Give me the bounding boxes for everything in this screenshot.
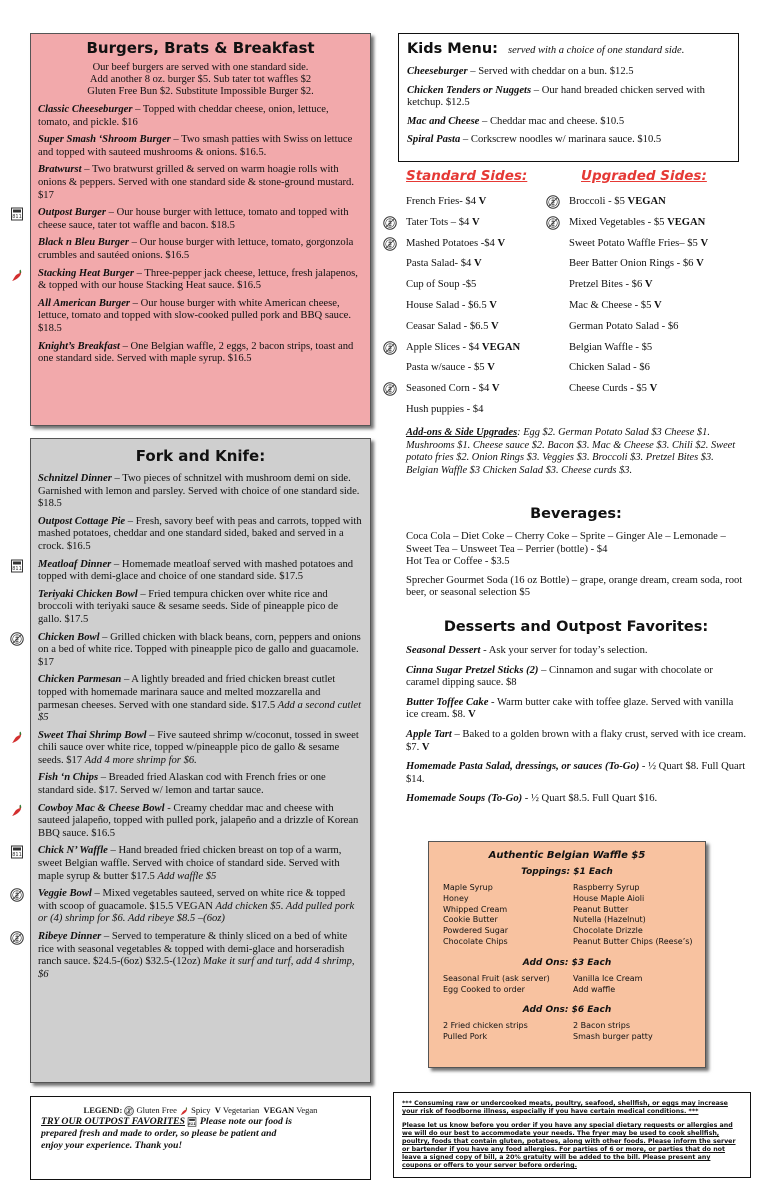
- standard-side-text: Apple Slices - $4: [406, 341, 482, 353]
- upgraded-side: [569, 321, 678, 333]
- standard-side-text: Tater Tots – $4: [406, 216, 472, 228]
- standard-side-text: Pasta w/sauce - $5: [406, 362, 488, 374]
- addons-side-upgrades: [406, 427, 744, 477]
- burger-item-name: Outpost Burger: [38, 207, 106, 219]
- burger-item-desc: – Two smash patties with Swiss on lettuce and topped with sauteed mushrooms & onions. $16.5.: [38, 134, 353, 158]
- kids-item-desc: – Served with cheddar on a bun. $12.5: [467, 66, 634, 77]
- standard-side: [406, 321, 499, 333]
- beverage-sprecher: Sprecher Gourmet Soda (16 oz Bottle) – grape, orange dream, cream soda, root beer, or seasonal selection $5: [406, 574, 743, 599]
- upgraded-side: [569, 383, 657, 395]
- standard-side-tag: V: [491, 383, 500, 395]
- waffle-topping: House Maple Aioli: [573, 893, 645, 903]
- beverage-hot: Hot Tea or Coffee - $3.5: [406, 556, 510, 568]
- fork-item: [38, 589, 363, 627]
- kids-item: [407, 66, 730, 79]
- fork-item-note: Make it surf and turf, add 4 shrimp, $6: [38, 956, 355, 980]
- fork-item-name: Cowboy Mac & Cheese Bowl: [38, 802, 165, 814]
- kids-title: Kids Menu:: [407, 41, 498, 57]
- fork-item-name: Ribeye Dinner: [38, 931, 102, 942]
- fork-item-note: Add a second cutlet $5: [38, 699, 362, 724]
- legend-box: [30, 1096, 371, 1180]
- upgraded-side: [569, 258, 704, 270]
- upgraded-sides-title: Upgraded Sides:: [581, 168, 707, 184]
- kids-item-name: Chicken Tenders or Nuggets: [407, 84, 532, 96]
- fork-item-name: Chicken Parmesan: [38, 674, 122, 686]
- upgraded-side-tag: V: [644, 279, 653, 291]
- standard-side-tag: V: [491, 320, 499, 332]
- fork-item: [38, 931, 363, 981]
- waffle-toppings-title: Toppings: $1 Each: [521, 867, 613, 877]
- waffle-topping: Maple Syrup: [443, 883, 493, 892]
- disclaimer-warning: *** Consuming raw or undercooked meats, poultry, seafood, shellfish, or eggs may increase your risk of foodborne illness, especially if you have certain medical conditions. ***: [402, 1100, 728, 1115]
- dessert-name: Homemade Pasta Salad, dressings, or sauces (To-Go): [406, 761, 640, 773]
- standard-side-text: Cup of Soup -$5: [406, 279, 477, 291]
- gluten-free-icon: [383, 237, 397, 251]
- burger-item-name: Black n Bleu Burger: [38, 237, 129, 249]
- burger-item-name: Classic Cheeseburger: [38, 104, 133, 115]
- dessert-item: [406, 645, 746, 658]
- beverages-list: [406, 531, 746, 600]
- addons-text: : Egg $2. German Potato Salad $3 Cheese $1. Mushrooms $1. Cheese sauce $2. Bacon $3. Mac & Cheese $3. Chili $2. Sweet potato fries $2. Onion Rings $3. Veggies $3. Broccoli $3. Pretzel Bites $3. Belgian Waffle $3 Chicken Salad $3. Cheese curds $3.: [406, 427, 736, 476]
- burgers-intro-line: Gluten Free Bun $2. Substitute Impossible Burger $2.: [87, 86, 314, 97]
- dessert-name: Apple Tart: [406, 728, 452, 740]
- fork-item-desc: – A lightly breaded and fried chicken breast cutlet topped with homemade marinara sauce and melted mozzarella and parmesan cheeses. Served with one standard side. $17.5: [38, 674, 336, 711]
- standard-side-tag: VEGAN: [481, 341, 521, 353]
- fork-item-name: Chick N’ Waffle: [38, 845, 108, 857]
- burgers-intro-line: Our beef burgers are served with one standard side.: [92, 62, 309, 73]
- waffle-addon: 2 Bacon strips: [573, 1021, 630, 1031]
- chili-pepper-icon: [10, 730, 24, 744]
- burger-item-name: Super Smash ‘Shroom Burger: [38, 134, 171, 146]
- legend-spicy-text: Spicy: [191, 1105, 211, 1115]
- dessert-tag: V: [421, 741, 430, 753]
- fork-item: [38, 473, 363, 511]
- gluten-free-icon: [10, 888, 24, 902]
- legend-gf-text: Gluten Free: [136, 1105, 177, 1115]
- dessert-name: Homemade Soups (To-Go): [406, 793, 523, 805]
- fork-item: [38, 516, 363, 554]
- disclaimer-policy: Please let us know before you order if you have any special dietary requests or allergies and we will do our best to accommodate your needs. The fryer may be used to cook shellfish, poultry, foods that contain gluten, potatoes, along with other foods. Please inform the server or bartender if you have any food allergies. For parties of 6 or more, or parties that do not leave a signed copy of bill, a 20% gratuity will be added to the bill. Please present any coupons or offers to your server before ordering.: [402, 1122, 736, 1169]
- dessert-name: Butter Toffee Cake: [406, 696, 489, 708]
- kids-item-desc: – Cheddar mac and cheese. $10.5: [479, 115, 625, 127]
- standard-side-text: Mashed Potatoes -$4: [406, 237, 498, 249]
- fork-item-name: Chicken Bowl: [38, 631, 100, 643]
- dessert-desc: - ½ Quart $8. Full Quart $14.: [406, 761, 746, 785]
- kids-item: [407, 134, 730, 147]
- chili-pepper-icon: [10, 268, 24, 282]
- burger-item-name: Bratwurst: [38, 164, 82, 176]
- gluten-free-icon: [383, 382, 397, 396]
- dessert-item: [406, 665, 746, 690]
- kids-item-desc: – Our hand breaded chicken served with ketchup. $12.5: [407, 84, 705, 109]
- legend-note: [41, 1116, 360, 1128]
- dessert-tag: V: [468, 709, 476, 721]
- dessert-desc: - ½ Quart $8.5. Full Quart $16.: [522, 793, 658, 805]
- standard-side-tag: V: [487, 362, 495, 374]
- fork-item-desc: – Fresh, savory beef with peas and carrots, topped with mashed potatoes, cheddar and one standard sided, baked and served in a crock. $16.5: [38, 515, 362, 552]
- burger-item: [38, 341, 363, 366]
- standard-side: [406, 217, 480, 229]
- gluten-free-icon: [124, 1106, 134, 1116]
- upgraded-side-text: Cheese Curds - $5: [569, 383, 650, 395]
- standard-side: [406, 300, 497, 312]
- legend-line: [41, 1105, 360, 1116]
- fork-item-desc: – Homemade meatloaf served with mashed potatoes and topped with demi-glace and choice of one standard side. $17.5: [38, 558, 354, 583]
- fork-item-name: Veggie Bowl: [38, 888, 92, 900]
- waffle-topping: Peanut Butter: [573, 904, 629, 914]
- upgraded-side: [569, 196, 666, 208]
- upgraded-side-text: German Potato Salad - $6: [569, 320, 679, 332]
- addons-label: Add-ons & Side Upgrades: [406, 427, 518, 438]
- outpost-favorite-icon: [10, 845, 24, 859]
- beverage-sodas: Coca Cola – Diet Coke – Cherry Coke – Sprite – Ginger Ale – Lemonade – Sweet Tea – Unsweet Tea – Perrier (bottle) - $4: [406, 531, 726, 555]
- burger-item: [38, 298, 363, 336]
- burger-item-desc: – Topped with cheddar cheese, onion, lettuce, tomato, and pickle. $16: [38, 104, 329, 128]
- fork-item: [38, 888, 363, 926]
- dessert-desc: - Ask your server for today’s selection.: [480, 645, 648, 656]
- gluten-free-icon: [546, 195, 560, 209]
- burger-item: [38, 268, 363, 293]
- dessert-name: Cinna Sugar Pretzel Sticks (2): [406, 664, 539, 676]
- upgraded-side-text: Belgian Waffle - $5: [569, 341, 653, 353]
- legend-note-line2: prepared fresh and made to order, so please be patient and: [41, 1128, 277, 1140]
- burger-item-desc: – Two bratwurst grilled & served on warm hoagie rolls with onions & peppers. Served with one standard side & stone-ground mustard. $17: [38, 164, 354, 201]
- waffle-addon: Smash burger patty: [573, 1032, 653, 1042]
- upgraded-side-text: Broccoli - $5: [569, 196, 628, 207]
- standard-side-text: Hush puppies - $4: [406, 404, 484, 415]
- fork-item: [38, 632, 363, 670]
- beverages-title: Beverages:: [530, 506, 622, 522]
- waffle-addon: Vanilla Ice Cream: [573, 973, 643, 983]
- legend-vegan: VEGAN: [263, 1105, 295, 1115]
- standard-side-text: House Salad - $6.5: [406, 300, 490, 311]
- fork-item-desc: – Served to temperature & thinly sliced on a bed of white rice with seasonal vegetables & topped with demi-glace and horseradish ranch sauce. $24.5-(6oz) $32.5-(12oz): [38, 931, 348, 968]
- waffle-addons3-title: Add Ons: $3 Each: [522, 957, 612, 968]
- fork-item-name: Meatloaf Dinner: [38, 558, 112, 570]
- waffle-addons6-title: Add Ons: $6 Each: [522, 1005, 612, 1016]
- standard-sides-title: Standard Sides:: [406, 168, 528, 184]
- legend-v: V: [214, 1105, 221, 1115]
- desserts-list: [406, 645, 746, 813]
- upgraded-side: [569, 279, 653, 291]
- waffle-title: Authentic Belgian Waffle $5: [488, 850, 646, 861]
- upgraded-side: [569, 362, 650, 374]
- fork-item-desc: – Five sauteed shrimp w/coconut, tossed in sweet chili sauce over white rice, topped w/pineapple pico de gallo & sesame seeds. $17: [38, 729, 359, 766]
- gluten-free-icon: [383, 341, 397, 355]
- burger-item-desc: – Our house burger with lettuce, tomato, gorgonzola crumbles and sautéed onions. $16.5: [38, 237, 354, 261]
- fork-item-name: Sweet Thai Shrimp Bowl: [38, 729, 147, 741]
- waffle-topping: Peanut Butter Chips (Reese’s): [573, 936, 693, 946]
- fork-item-desc: – Fried tempura chicken over white rice and broccoli with teriyaki sauce & sesame seeds. Side of pineapple pico de gallo. $17.5: [38, 588, 339, 625]
- waffle-topping: Chocolate Drizzle: [573, 926, 643, 936]
- upgraded-side-text: Sweet Potato Waffle Fries– $5: [569, 237, 701, 249]
- kids-subtitle: served with a choice of one standard side.: [507, 45, 685, 56]
- fork-item-desc: – Mixed vegetables sauteed, served on white rice & topped with scoop of guacamole. $15.5 VEGAN: [38, 888, 346, 912]
- outpost-favorite-icon: [10, 559, 24, 573]
- kids-item-desc: – Corkscrew noodles w/ marinara sauce. $10.5: [460, 134, 662, 146]
- burger-item: [38, 134, 363, 159]
- fork-item: [38, 559, 363, 584]
- upgraded-side: [569, 342, 652, 354]
- waffle-topping: Cookie Butter: [443, 915, 498, 925]
- fork-title: Fork and Knife:: [135, 447, 266, 465]
- burger-item: [38, 237, 363, 262]
- waffle-topping: Powdered Sugar: [443, 926, 509, 936]
- legend-label: LEGEND:: [83, 1105, 123, 1115]
- fork-item-desc: – Grilled chicken with black beans, corn, peppers and onions on a bed of white rice. Topped with pineapple pico de gallo and guacamole. $17: [38, 631, 361, 668]
- kids-item-name: Cheeseburger: [407, 66, 468, 77]
- standard-side: [406, 258, 482, 270]
- standard-side-text: Pasta Salad- $4: [406, 258, 474, 270]
- standard-side-tag: V: [489, 300, 497, 311]
- gluten-free-icon: [546, 216, 560, 230]
- standard-side: [406, 404, 483, 416]
- fork-item-name: Fish ‘n Chips: [38, 772, 99, 784]
- upgraded-side-tag: VEGAN: [627, 196, 666, 207]
- standard-side-tag: V: [497, 237, 506, 249]
- dessert-item: [406, 793, 746, 806]
- waffle-topping: Nutella (Hazelnut): [573, 915, 646, 925]
- kids-item-name: Spiral Pasta: [407, 134, 461, 146]
- burger-item: [38, 104, 363, 129]
- fork-item-desc: – Hand breaded fried chicken breast on top of a warm, sweet Belgian waffle. Served with choice of standard side. Served with maple syrup & butter $17.5: [38, 845, 342, 882]
- gluten-free-icon: [10, 632, 24, 646]
- dessert-desc: – Cinnamon and sugar with chocolate or caramel dipping sauce. $8: [406, 664, 713, 689]
- standard-side-tag: V: [473, 258, 482, 270]
- burger-item-name: Knight’s Breakfast: [38, 340, 120, 352]
- disclaimer-box: [393, 1092, 751, 1178]
- fork-item-name: Schnitzel Dinner: [38, 473, 112, 484]
- gluten-free-icon: [10, 931, 24, 945]
- dessert-name: Seasonal Dessert: [406, 645, 481, 656]
- standard-side: [406, 279, 476, 291]
- fork-item-desc: - Creamy cheddar mac and cheese with sauteed jalapeño, topped with pulled pork, jalapeño and a drizzle of Korean BBQ sauce. $16.5: [38, 802, 359, 839]
- fork-item-note: Add waffle $5: [157, 870, 217, 882]
- fork-item: [38, 772, 363, 797]
- upgraded-side: [569, 217, 705, 229]
- dessert-item: [406, 729, 746, 754]
- kids-item: [407, 116, 730, 129]
- burgers-intro-line: Add another 8 oz. burger $5. Sub tater tot waffles $2: [89, 74, 312, 85]
- gluten-free-icon: [383, 216, 397, 230]
- fork-item-desc: – Two pieces of schnitzel with mushroom demi on side. Garnished with lemon and parsley. Served with choice of one standard side. $18.5: [38, 473, 360, 510]
- burger-item-name: All American Burger: [38, 297, 131, 309]
- legend-try-label: TRY OUR OUTPOST FAVORITES: [41, 1116, 185, 1128]
- standard-side-tag: V: [478, 196, 487, 207]
- standard-side: [406, 362, 495, 374]
- fork-item: [38, 803, 363, 841]
- kids-menu: [398, 33, 739, 162]
- upgraded-side: [569, 238, 708, 250]
- waffle-addon: Egg Cooked to order: [443, 984, 525, 994]
- outpost-favorite-icon: [10, 207, 24, 221]
- waffle-topping: Honey: [443, 893, 469, 903]
- legend-note-line1: Please note our food is: [199, 1116, 292, 1128]
- upgraded-side-text: Pretzel Bites - $6: [569, 279, 645, 291]
- dessert-desc: – Baked to a golden brown with a flaky crust, served with ice cream. $7.: [406, 728, 747, 753]
- waffle-topping: Raspberry Syrup: [573, 883, 640, 892]
- burger-item-desc: – Three-pepper jack cheese, lettuce, fresh jalapenos, & topped with our house Stacking Heat sauce. $16.5: [38, 267, 358, 292]
- chili-pepper-icon: [179, 1106, 189, 1116]
- fork-item-note: Add chicken $5. Add pulled pork or (4) shrimp for $6. Add ribeye $8.5 –(6oz): [38, 900, 355, 925]
- burger-item-desc: – Our house burger with white American cheese, lettuce, tomato and topped with slow-cooked pulled pork and BBQ sauce. $18.5: [38, 297, 352, 334]
- burger-item-desc: – One Belgian waffle, 2 eggs, 2 bacon strips, toast and one standard side. Served with maple syrup. $16.5: [38, 340, 354, 365]
- outpost-favorite-icon: [187, 1117, 197, 1127]
- desserts-title: Desserts and Outpost Favorites:: [443, 619, 709, 635]
- legend-v-text: Vegetarian: [222, 1105, 260, 1115]
- fork-item: [38, 845, 363, 883]
- standard-side-text: Ceasar Salad - $6.5: [406, 320, 492, 332]
- standard-side: [406, 383, 500, 395]
- standard-side-tag: V: [472, 216, 480, 228]
- waffle-addon: 2 Fried chicken strips: [443, 1021, 528, 1031]
- dessert-item: [406, 697, 746, 722]
- standard-side-text: French Fries- $4: [406, 196, 479, 207]
- upgraded-side-text: Mixed Vegetables - $5: [569, 216, 668, 228]
- burgers-title: Burgers, Brats & Breakfast: [86, 39, 315, 57]
- belgian-waffle-box: [428, 841, 706, 1068]
- upgraded-side-tag: V: [696, 258, 704, 270]
- upgraded-side-tag: V: [654, 300, 662, 311]
- upgraded-side-text: Mac & Cheese - $5: [569, 300, 655, 311]
- upgraded-side-tag: VEGAN: [667, 216, 706, 228]
- upgraded-side: [569, 300, 662, 312]
- kids-item: [407, 85, 730, 110]
- fork-item-name: Teriyaki Chicken Bowl: [38, 588, 138, 600]
- fork-item-desc: – Breaded fried Alaskan cod with French fries or one standard side. $17. Served w/ lemon and tartar sauce.: [38, 772, 326, 797]
- waffle-addon: Pulled Pork: [443, 1032, 488, 1042]
- burger-item-name: Stacking Heat Burger: [38, 267, 134, 279]
- burgers-section: [30, 33, 371, 426]
- standard-side: [406, 238, 505, 250]
- fork-item: [38, 674, 363, 724]
- fork-item-name: Outpost Cottage Pie: [38, 515, 126, 527]
- waffle-addon: Seasonal Fruit (ask server): [443, 973, 550, 983]
- legend-note-line3: enjoy your experience. Thank you!: [41, 1140, 183, 1152]
- waffle-topping: Chocolate Chips: [443, 936, 508, 946]
- burger-item: [38, 207, 363, 232]
- chili-pepper-icon: [10, 803, 24, 817]
- burgers-intro: [38, 62, 363, 98]
- upgraded-side-tag: V: [700, 237, 709, 249]
- waffle-topping: Whipped Cream: [443, 904, 508, 914]
- legend-vegan-text: Vegan: [296, 1105, 318, 1115]
- upgraded-side-tag: V: [649, 383, 658, 395]
- kids-item-name: Mac and Cheese: [407, 115, 480, 127]
- fork-item: [38, 730, 363, 768]
- standard-side: [406, 342, 520, 354]
- burger-item: [38, 164, 363, 202]
- standard-side: [406, 196, 486, 208]
- dessert-item: [406, 761, 746, 786]
- upgraded-side-text: Chicken Salad - $6: [569, 362, 650, 374]
- fork-item-note: Add 4 more shrimp for $6.: [84, 754, 197, 766]
- dessert-desc: - Warm butter cake with toffee glaze. Served with vanilla ice cream. $8.: [406, 696, 734, 721]
- fork-and-knife-section: [30, 438, 371, 1083]
- standard-side-text: Seasoned Corn - $4: [406, 383, 492, 395]
- upgraded-side-text: Beer Batter Onion Rings - $6: [569, 258, 697, 270]
- waffle-addon: Add waffle: [573, 984, 616, 994]
- burger-item-desc: – Our house burger with lettuce, tomato and topped with cheese sauce, tater tot waffle and bacon. $18.5: [38, 207, 349, 231]
